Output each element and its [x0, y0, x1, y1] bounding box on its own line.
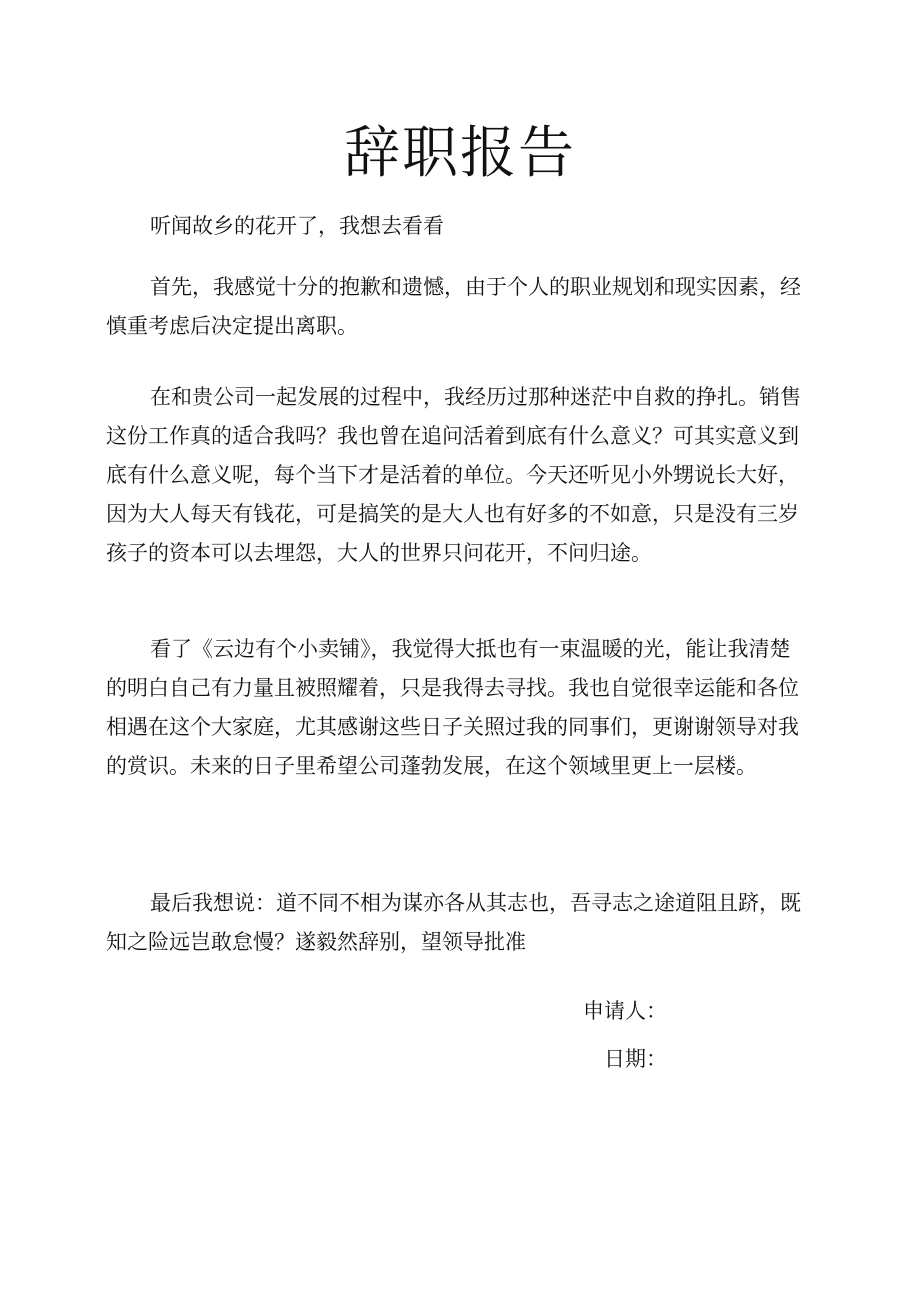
paragraph-reflection: 在和贵公司一起发展的过程中，我经历过那种迷茫中自救的挣扎。销售这份工作真的适合我吗？我也曾在追问活着到底有什么意义？可其实意义到底有什么意义呢，每个当下才是活着的单位。今天还听见小外甥说长大好，因为大人每天有钱花，可是搞笑的是大人也有好多的不如意，只是没有三岁孩子的资本可以去埋怨，大人的世界只问花开，不问归途。 — [106, 385, 801, 565]
paragraph-gratitude: 看了《云边有个小卖铺》，我觉得大抵也有一束温暖的光，能让我清楚的明白自己有力量且被照耀着，只是我得去寻找。我也自觉很幸运能和各位相遇在这个大家庭，尤其感谢这些日子关照过我的同事们，更谢谢领导对我的赏识。未来的日子里希望公司蓬勃发展，在这个领域里更上一层楼。 — [106, 637, 799, 778]
document-title: 辞职报告 — [344, 121, 576, 186]
paragraph-closing: 最后我想说：道不同不相为谋亦各从其志也，吾寻志之途道阻且跻，既知之险远岂敢怠慢？遂毅然辞别，望领导批准 — [106, 891, 801, 954]
greeting-line: 听闻故乡的花开了，我想去看看 — [150, 214, 444, 238]
applicant-label: 申请人： — [583, 999, 667, 1023]
date-label: 日期： — [604, 1047, 667, 1071]
paragraph-apology: 首先，我感觉十分的抱歉和遗憾，由于个人的职业规划和现实因素，经慎重考虑后决定提出离职。 — [106, 275, 801, 338]
